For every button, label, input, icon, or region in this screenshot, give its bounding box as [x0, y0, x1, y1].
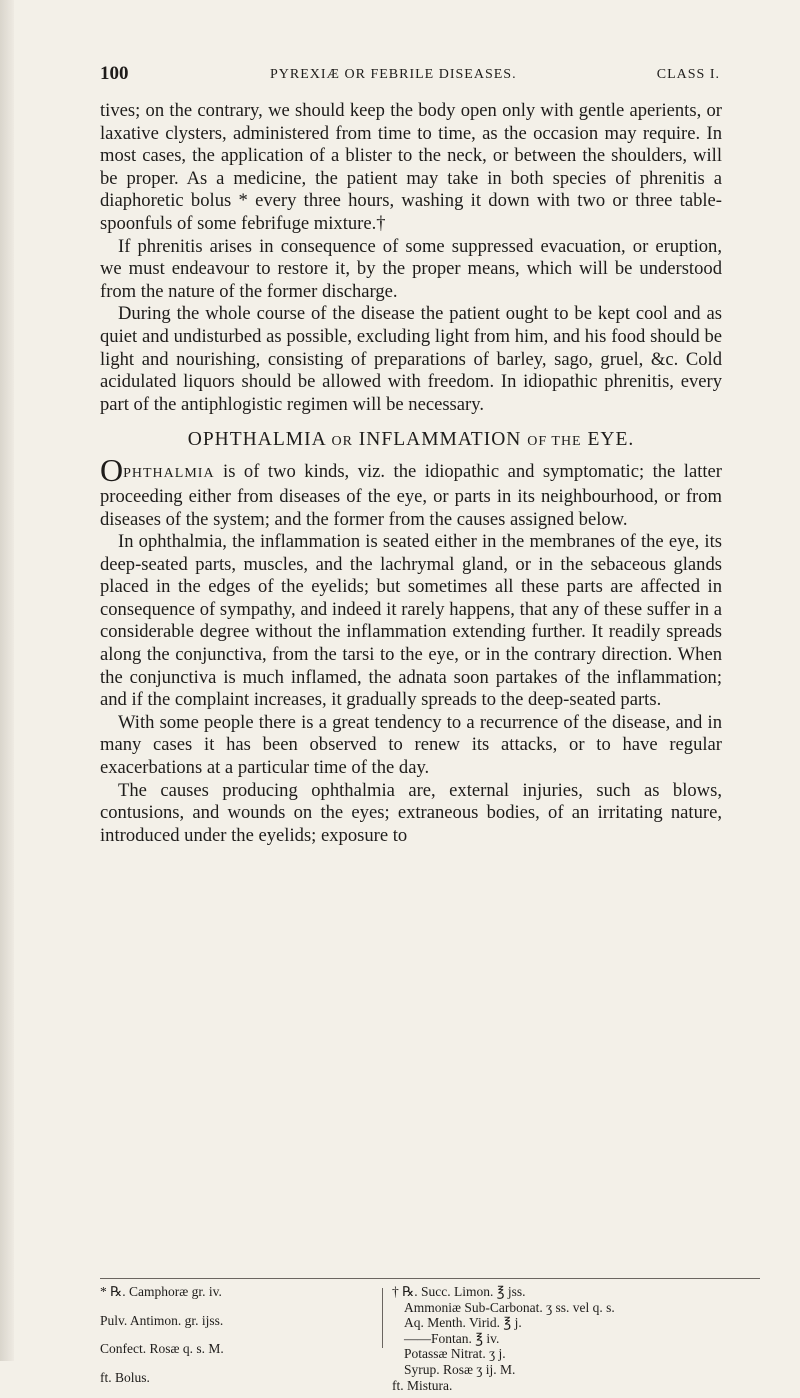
heading-word: OF THE: [527, 434, 582, 450]
footnote-line: Ammoniæ Sub-Carbonat. ʒ ss. vel q. s.: [404, 1299, 615, 1315]
heading-word: OR: [331, 434, 353, 450]
footnote-divider: [382, 1288, 383, 1348]
paragraph: tives; on the contrary, we should keep the body open only with gentle aperients, or laxative clysters, administered from time to time, as the occasion may require. In most cases, the application of a blister to the neck, or between the shoulders, will be proper. As a medicine, the patient may take in both species of phrenitis a diaphoretic bolus * every three hours, washing it down with two or three table-spoonfuls of some febrifuge mixture.†: [100, 100, 722, 234]
footnote-line: ft. Mistura.: [392, 1377, 453, 1393]
footnote-line: ft. Bolus.: [100, 1369, 150, 1385]
body-text: [100, 100, 722, 847]
paragraph: With some people there is a great tendency to a recurrence of the disease, and in many cases it has been observed to renew its attacks, or to have regular exacerbations at a particular time of the day.: [100, 711, 722, 779]
footnote-line: Potassæ Nitrat. ʒ j.: [404, 1346, 506, 1362]
running-header: [100, 63, 720, 85]
small-caps-word: PHTHALMIA: [123, 466, 215, 482]
paragraph: If phrenitis arises in consequence of some suppressed evacuation, or eruption, we must endeavour to restore it, by the proper means, which will be understood from the nature of the former discharge.: [100, 235, 722, 302]
paragraph: The causes producing ophthalmia are, external injuries, such as blows, contusions, and wounds on the eyes; extraneous bodies, of an irritating nature, introduced under the eyelids; exposure to: [100, 779, 722, 846]
page-number: 100: [100, 63, 129, 84]
paragraph: [100, 452, 722, 531]
footnote-rule: [100, 1278, 760, 1279]
footnote-line: † ℞. Succ. Limon. ℥ jss.: [392, 1284, 526, 1299]
drop-cap: O: [100, 452, 124, 489]
footnote-line: Pulv. Antimon. gr. ijss.: [100, 1312, 224, 1328]
footnote-line: Confect. Rosæ q. s. M.: [100, 1341, 224, 1356]
paragraph: In ophthalmia, the inflammation is seated either in the membranes of the eye, its deep-seated parts, muscles, and the lachrymal gland, or in the sebaceous glands placed in the edges of the eyelids; but sometimes all these parts are affected in consequence of sympathy, and indeed it rarely happens, that any of these suffer in a considerable degree without the inflammation extending further. It readily spreads along the conjunctiva, from the tarsi to the eye, or in the contrary direction. When the conjunctiva is much inflamed, the adnata soon partakes of the inflammation; and if the complaint increases, it gradually spreads to the deep-seated parts.: [100, 531, 722, 711]
class-mark: CLASS I.: [656, 67, 720, 82]
footnote-right: [392, 1284, 722, 1393]
heading-word: OPHTHALMIA: [187, 429, 326, 451]
running-title: PYREXIÆ OR FEBRILE DISEASES.: [270, 67, 517, 82]
footnote-left: [100, 1284, 350, 1398]
footnote-line: * ℞. Camphoræ gr. iv.: [100, 1284, 222, 1299]
heading-word: EYE.: [587, 429, 635, 451]
section-heading: [100, 428, 722, 454]
footnote-line: Aq. Menth. Virid. ℥ j.: [404, 1315, 522, 1331]
page-gutter-edge: [0, 0, 14, 1361]
footnote-line: ——Fontan. ℥ iv.: [404, 1330, 500, 1346]
paragraph: During the whole course of the disease the patient ought to be kept cool and as quiet and undisturbed as possible, excluding light from him, and his food should be light and nourishing, consisting of preparations of barley, sago, gruel, &c. Cold acidulated liquors should be allowed with freedom. In idiopathic phrenitis, every part of the antiphlogistic regimen will be necessary.: [100, 303, 722, 415]
heading-word: INFLAMMATION: [358, 429, 522, 451]
footnote-line: Syrup. Rosæ ʒ ij. M.: [404, 1361, 516, 1377]
paragraph-text: is of two kinds, viz. the idiopathic and symptomatic; the latter proceeding either from diseases of the eye, or parts in its neighbourhood, or from diseases of the system; and the former from the causes assigned below.: [100, 461, 722, 530]
